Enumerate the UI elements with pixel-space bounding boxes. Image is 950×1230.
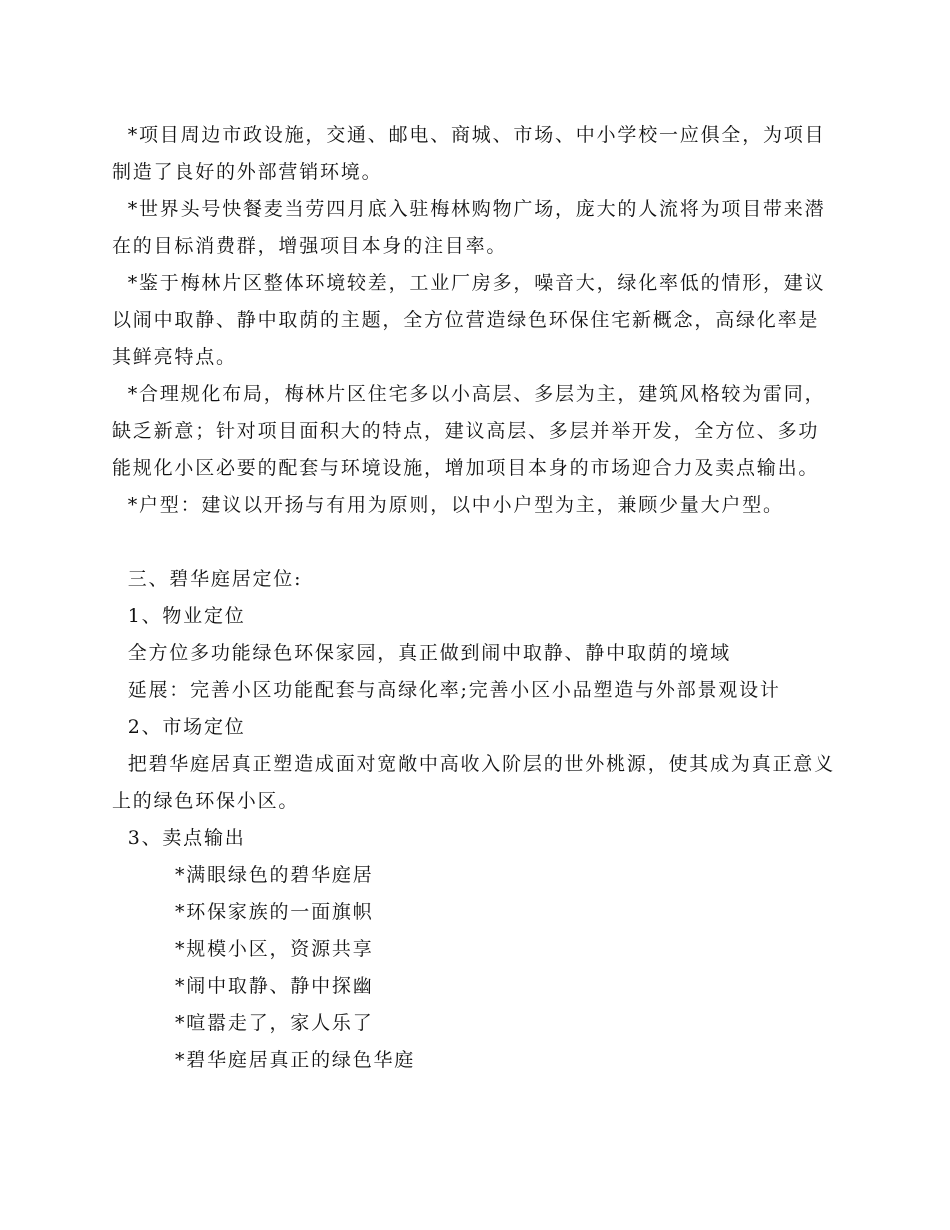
selling-point-item: *碧华庭居真正的绿色华庭	[175, 1049, 416, 1071]
subsection-heading-selling-points: 3、卖点输出	[112, 827, 246, 849]
paragraph-environment: *鉴于梅林片区整体环境较差，工业厂房多，噪音大，绿化率低的情形，建议以闹中取静、静中取荫的主题，全方位营造绿色环保住宅新概念，高绿化率是其鲜亮特点。	[112, 272, 826, 368]
selling-point-item: *规模小区，资源共享	[175, 938, 374, 960]
selling-point-item: *满眼绿色的碧华庭居	[175, 864, 374, 886]
market-positioning-text: 把碧华庭居真正塑造成面对宽敞中高收入阶层的世外桃源，使其成为真正意义上的绿色环保小区。	[112, 753, 835, 812]
selling-point-item: *喧嚣走了，家人乐了	[175, 1012, 374, 1034]
subsection-heading-property: 1、物业定位	[112, 605, 246, 627]
paragraph-municipal-facilities: *项目周边市政设施，交通、邮电、商城、市场、中小学校一应俱全，为项目制造了良好的外部营销环境。	[112, 124, 826, 183]
section-heading: 三、碧华庭居定位:	[112, 568, 303, 590]
paragraph-mcdonalds: *世界头号快餐麦当劳四月底入驻梅林购物广场，庞大的人流将为项目带来潜在的目标消费群，增强项目本身的注目率。	[112, 198, 826, 257]
property-positioning-text: 全方位多功能绿色环保家园，真正做到闹中取静、静中取荫的境域	[112, 642, 731, 664]
selling-point-item: *环保家族的一面旗帜	[175, 901, 374, 923]
paragraph-layout-planning: *合理规化布局，梅林片区住宅多以小高层、多层为主，建筑风格较为雷同，缺乏新意；针对项目面积大的特点，建议高层、多层并举开发，全方位、多功能规化小区必要的配套与环境设施，增加项目本身的市场迎合力及卖点输出。	[112, 383, 826, 479]
selling-point-item: *闹中取静、静中探幽	[175, 975, 374, 997]
paragraph-unit-types: *户型：建议以开扬与有用为原则，以中小户型为主，兼顾少量大户型。	[112, 494, 784, 516]
property-extension-text: 延展：完善小区功能配套与高绿化率;完善小区小品塑造与外部景观设计	[112, 679, 781, 701]
blank-line	[112, 524, 837, 561]
subsection-heading-market: 2、市场定位	[112, 716, 246, 738]
document-body	[112, 117, 837, 1079]
